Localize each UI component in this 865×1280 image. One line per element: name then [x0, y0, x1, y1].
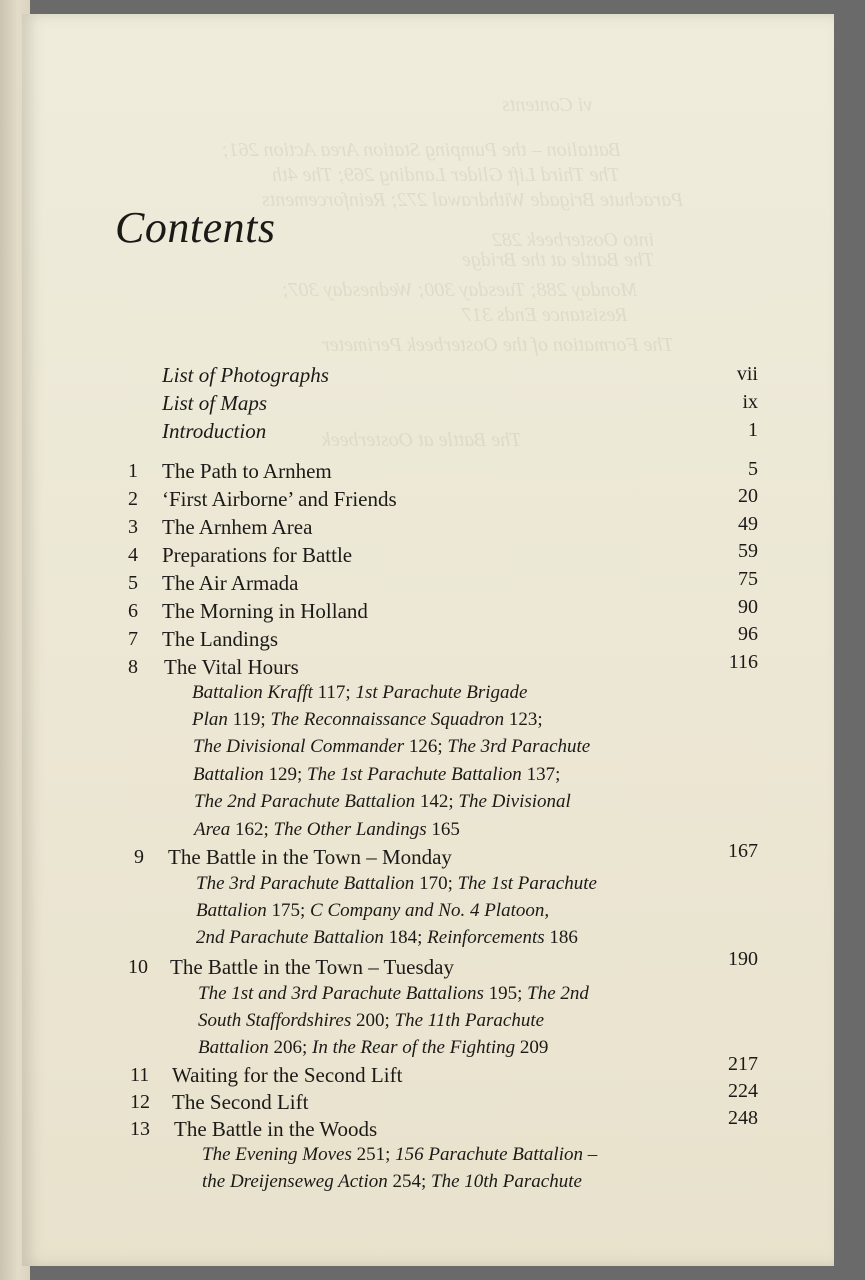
chapter-sections-line: Battalion 129; The 1st Parachute Battalion 137;: [193, 764, 561, 785]
front-matter-title-maps: List of Maps: [162, 391, 268, 415]
chapter-page: 20: [738, 485, 758, 507]
chapter-sections-line: Battalion 175; C Company and No. 4 Platoon,: [196, 900, 550, 921]
chapter-page: 248: [728, 1107, 758, 1129]
chapter-sections-line: Battalion Krafft 117; 1st Parachute Brigade: [192, 682, 528, 703]
chapter-title: The Battle in the Woods: [174, 1117, 378, 1141]
front-matter-title-photographs: List of Photographs: [162, 363, 329, 387]
chapter-sections-line: Area 162; The Other Landings 165: [194, 819, 460, 840]
chapter-page: 217: [728, 1053, 758, 1075]
chapter-number: 2: [128, 488, 138, 510]
chapter-sections-line: The 1st and 3rd Parachute Battalions 195; The 2nd: [198, 983, 589, 1004]
chapter-title: The Battle in the Town – Monday: [168, 845, 452, 869]
chapter-number: 3: [128, 516, 138, 538]
show-through-text: vi Contents Battalion – the Pumping Station Area Action 261; The Third Lift Glider Landing 269; The 4th Parachute Brigade Withdrawal 272; Reinforcements into Oosterbeek 282 The Battle at the Bridge Monday 288; Tuesday 300; Wednesday 307; Resistance Ends 317 The Formation of the Oosterbeek Perimeter The Battle at Oosterbeek: [222, 94, 684, 451]
chapter-title: The Landings: [162, 627, 279, 651]
front-matter-page-maps: ix: [742, 391, 758, 413]
chapter-title: The Path to Arnhem: [162, 459, 332, 483]
chapter-title: The Second Lift: [172, 1090, 309, 1114]
book-page: [22, 14, 834, 1266]
chapter-number: 1: [128, 460, 138, 482]
chapter-number: 7: [128, 628, 138, 650]
chapter-sections-line: The Evening Moves 251; 156 Parachute Battalion –: [202, 1144, 598, 1165]
chapter-title: The Battle in the Town – Tuesday: [170, 955, 454, 979]
chapter-number: 5: [128, 572, 138, 594]
chapter-title: ‘First Airborne’ and Friends: [162, 487, 397, 511]
chapter-page: 5: [748, 458, 758, 480]
front-matter-title-introduction: Introduction: [162, 419, 267, 443]
chapter-title: The Vital Hours: [164, 655, 299, 679]
chapter-page: 59: [738, 540, 758, 562]
chapter-sections-line: The Divisional Commander 126; The 3rd Parachute: [193, 736, 591, 757]
chapter-sections-line: 2nd Parachute Battalion 184; Reinforcements 186: [196, 927, 578, 948]
chapter-title: Preparations for Battle: [162, 543, 353, 567]
chapter-sections-line: Battalion 206; In the Rear of the Fighting 209: [198, 1037, 549, 1058]
chapter-number: 12: [130, 1091, 150, 1113]
chapter-number: 6: [128, 600, 138, 622]
chapter-page: 90: [738, 596, 758, 618]
chapter-number: 11: [130, 1064, 150, 1086]
chapter-page: 167: [728, 840, 758, 862]
chapter-number: 9: [134, 846, 144, 868]
page-title: Contents: [115, 203, 276, 252]
chapter-sections-line: The 2nd Parachute Battalion 142; The Divisional: [194, 791, 571, 812]
chapter-number: 8: [128, 656, 138, 678]
front-matter-page-photographs: vii: [736, 363, 758, 385]
chapter-number: 13: [130, 1118, 150, 1140]
chapter-page: 224: [728, 1080, 758, 1102]
front-matter-page-introduction: 1: [748, 419, 758, 441]
chapter-title: The Air Armada: [162, 571, 299, 595]
chapter-number: 4: [128, 544, 138, 566]
chapter-sections-line: Plan 119; The Reconnaissance Squadron 123;: [192, 709, 543, 730]
chapter-sections-line: the Dreijenseweg Action 254; The 10th Parachute: [202, 1171, 582, 1192]
chapter-page: 96: [738, 623, 758, 645]
chapter-sections-line: South Staffordshires 200; The 11th Parachute: [198, 1010, 545, 1031]
chapter-page: 190: [728, 948, 758, 970]
chapter-title: The Morning in Holland: [162, 599, 368, 623]
chapter-page: 75: [738, 568, 758, 590]
chapter-number: 10: [128, 956, 148, 978]
chapter-title: Waiting for the Second Lift: [172, 1063, 403, 1087]
chapter-sections-line: The 3rd Parachute Battalion 170; The 1st Parachute: [196, 873, 597, 894]
chapter-page: 116: [728, 651, 758, 673]
chapter-title: The Arnhem Area: [162, 515, 313, 539]
chapter-page: 49: [738, 513, 758, 535]
